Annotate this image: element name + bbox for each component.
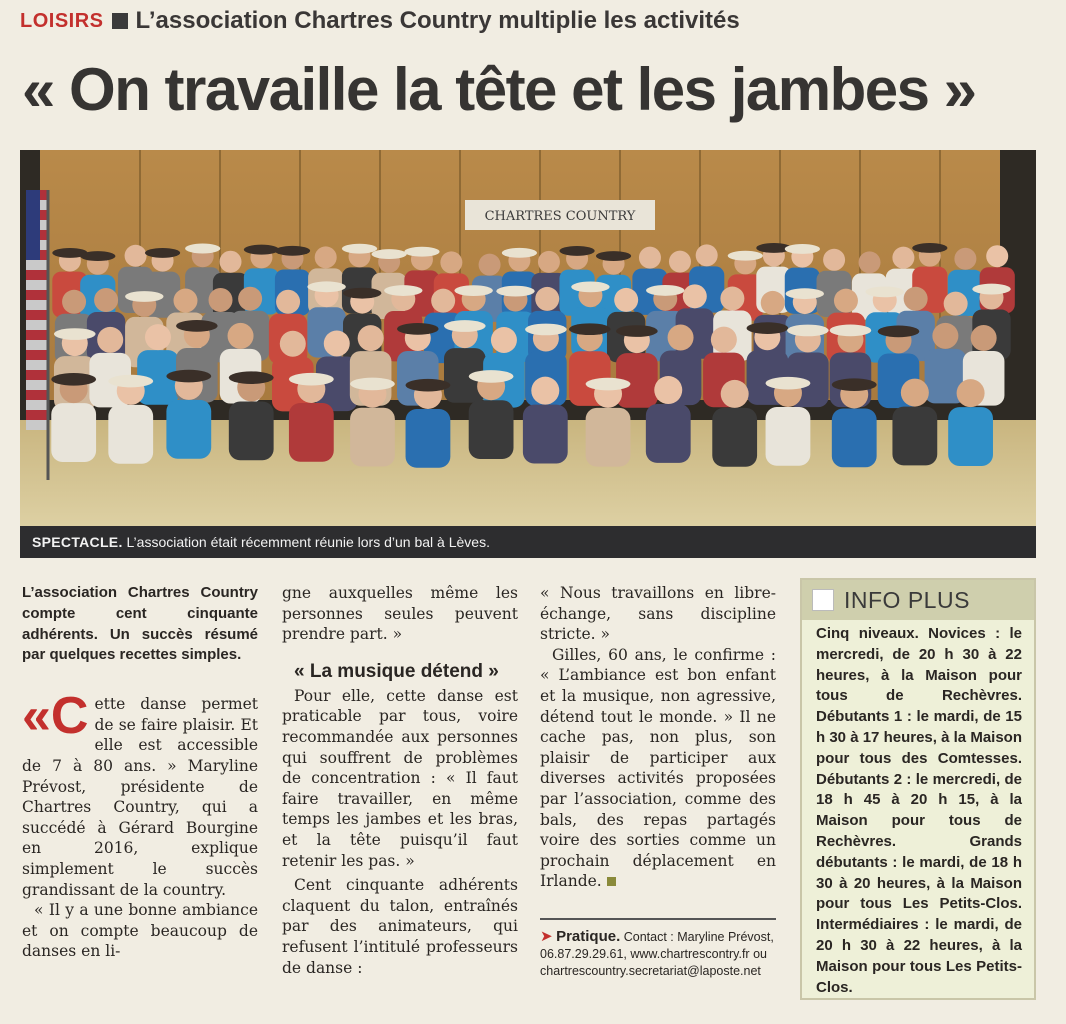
person-head (986, 245, 1008, 267)
column-3 (540, 583, 776, 892)
person-body (406, 409, 451, 468)
person-head (669, 251, 691, 273)
cowboy-hat (125, 291, 163, 302)
person-head (761, 291, 785, 315)
section-tag: LOISIRS (20, 9, 104, 32)
pratique-label: Pratique. (556, 928, 621, 945)
cowboy-hat (185, 244, 220, 254)
person-head (324, 330, 350, 356)
end-square-icon (607, 877, 616, 886)
article-paragraph-6: « Nous travaillons en libre-échange, sans discipline stricte. » (540, 584, 776, 644)
person-head (834, 289, 858, 313)
person-body (586, 408, 631, 467)
person-head (94, 288, 118, 312)
headline: « On travaille la tête et les jambes » (22, 56, 976, 123)
cowboy-hat (866, 286, 904, 297)
article-paragraph-7 (540, 645, 776, 892)
person-head (228, 323, 254, 349)
person-body (469, 400, 514, 459)
cowboy-hat (166, 370, 211, 383)
cowboy-hat (289, 373, 334, 386)
article-paragraph-3: gne auxquelles même les personnes seules peuvent prendre part. » (282, 584, 518, 644)
photo-caption (20, 526, 1036, 558)
info-plus-title: INFO PLUS (844, 586, 970, 613)
person-head (491, 327, 517, 353)
person-head (892, 247, 914, 269)
intertitle: « La musique détend » (294, 660, 499, 682)
cowboy-hat (571, 281, 609, 292)
person-body (108, 405, 153, 464)
quote-mark: « (22, 687, 51, 746)
kicker (20, 6, 740, 36)
pratique-text: Contact : Maryline Prévost, 06.87.29.29.61, www.chartrescontry.fr ou chartrescountry.secretariat@laposte.net (540, 930, 774, 978)
person-head (944, 292, 968, 316)
person-body (166, 400, 211, 459)
person-body (646, 404, 691, 463)
cowboy-hat (384, 285, 422, 296)
person-head (440, 251, 462, 273)
person-body (832, 408, 877, 467)
cowboy-hat (559, 246, 594, 256)
person-head (696, 244, 718, 266)
person-body (229, 401, 274, 460)
article-paragraph-5: Cent cinquante adhérents claquent du talon, entraînés par des animateurs, qui refusent l’intitulé professeurs de danse : (282, 876, 518, 977)
square-icon (812, 589, 834, 611)
cowboy-hat (586, 378, 631, 391)
person-head (639, 247, 661, 269)
person-head (145, 324, 171, 350)
cowboy-hat (787, 325, 829, 337)
person-body (289, 403, 334, 462)
cowboy-hat (502, 248, 537, 258)
cowboy-hat (404, 247, 439, 257)
person-head (531, 377, 559, 405)
person-head (209, 288, 233, 312)
arrow-right-icon: ➤ (540, 928, 553, 945)
paragraph-text: ette danse permet de se faire plaisir. Et elle est accessible de 7 à 80 ans. » Maryline Prévost, présidente de Chartres Country, qui a succédé à Gérard Bourgine en 2016, explique simplement le succès grandissant de la country. (22, 695, 258, 899)
cowboy-hat (972, 284, 1010, 295)
person-head (901, 379, 929, 407)
person-head (954, 248, 976, 270)
photo-banner-text: CHARTRES COUNTRY (484, 209, 636, 224)
cowboy-hat (350, 378, 395, 391)
person-body (766, 407, 811, 466)
person-head (315, 246, 337, 268)
pratique-box (540, 928, 776, 980)
cowboy-hat (275, 246, 310, 256)
column-2 (282, 583, 518, 978)
paragraph-text: Gilles, 60 ans, le confirme : « L’ambiance est bon enfant et la musique, non agressive, détend tout le monde. » Il ne cache pas, non plus, son plaisir de participer aux diverses activités proposées par l’association, comme des bals, des repas partagés voire des sorties comme un prochain déplacement en Irlande. (540, 645, 776, 891)
cowboy-hat (229, 371, 274, 384)
person-head (276, 290, 300, 314)
person-head (971, 325, 997, 351)
cowboy-hat (54, 328, 96, 340)
cowboy-hat (912, 243, 947, 253)
person-head (479, 254, 501, 276)
person-head (720, 287, 744, 311)
person-head (654, 376, 682, 404)
cowboy-hat (832, 378, 877, 391)
person-head (957, 379, 985, 407)
cowboy-hat (343, 288, 381, 299)
person-head (280, 331, 306, 357)
person-head (721, 380, 749, 408)
person-body (350, 408, 395, 467)
info-plus-box (800, 578, 1036, 1000)
person-head (904, 287, 928, 311)
cowboy-hat (747, 322, 789, 334)
cowboy-hat (525, 324, 567, 336)
cowboy-hat (176, 320, 218, 332)
article-paragraph-4: Pour elle, cette danse est praticable par tous, voire recommandée aux personnes qui souffrent de problèmes de concentration : « Il faut faire travailler, en même temps les jambes et les bras, et la tête puisqu’il faut retenir les pas. » (282, 686, 518, 870)
person-head (220, 251, 242, 273)
person-head (97, 327, 123, 353)
cowboy-hat (406, 379, 451, 392)
person-body (948, 407, 993, 466)
drop-cap (22, 687, 89, 746)
cowboy-hat (596, 251, 631, 261)
cowboy-hat (372, 249, 407, 259)
cowboy-hat (454, 285, 492, 296)
caption-text: L’association était récemment réunie lors d’un bal à Lèves. (126, 534, 490, 550)
person-body (712, 408, 757, 467)
person-head (823, 249, 845, 271)
person-head (668, 325, 694, 351)
cowboy-hat (878, 326, 920, 338)
person-head (932, 323, 958, 349)
cowboy-hat (307, 281, 345, 292)
cowboy-hat (786, 288, 824, 299)
cowboy-hat (766, 377, 811, 390)
cowboy-hat (569, 323, 611, 335)
cowboy-hat (496, 286, 534, 297)
cowboy-hat (80, 251, 115, 261)
cowboy-hat (616, 325, 658, 337)
cowboy-hat (397, 323, 439, 335)
cowboy-hat (342, 244, 377, 254)
person-head (859, 251, 881, 273)
caption-label: SPECTACLE. (32, 534, 123, 550)
info-plus-text: Cinq niveaux. Novices : le mercredi, de 20 h 30 à 22 heures, à la Maison pour tous de Rechèvres. Débutants 1 : le mardi, de 15 h 30 à 17 heures, à la Maison pour tous des Comtesses. Débutants 2 : le mercredi, de 18 h 45 à 20 h 15, à la Maison pour tous de Rechèvres. Grands débutants : le mardi, de 18 h 30 à 20 heures, à la Maison pour tous Les Petits-Clos. Intermédiaires : le mardi, de 20 h 30 à 22 heures, à la Maison pour tous Les Petits-Clos. (816, 625, 1022, 996)
kicker-subtitle: L’association Chartres Country multiplie les activités (135, 7, 740, 34)
group-photo-image (20, 150, 1036, 526)
person-head (125, 245, 147, 267)
group-photo (20, 150, 1036, 526)
person-head (538, 251, 560, 273)
article-paragraph-1 (22, 687, 258, 900)
cowboy-hat (108, 375, 153, 388)
cowboy-hat (51, 373, 96, 386)
person-head (173, 289, 197, 313)
square-bullet-icon (112, 13, 128, 29)
person-body (892, 407, 937, 466)
pratique-rule (540, 918, 776, 920)
cowboy-hat (646, 285, 684, 296)
person-head (711, 327, 737, 353)
cowboy-hat (728, 251, 763, 261)
person-head (535, 287, 559, 311)
person-head (238, 287, 262, 311)
cowboy-hat (145, 248, 180, 258)
cowboy-hat (244, 245, 279, 255)
drop-cap-letter: C (50, 687, 89, 746)
person-head (358, 325, 384, 351)
person-head (683, 284, 707, 308)
person-head (62, 290, 86, 314)
person-head (431, 289, 455, 313)
cowboy-hat (785, 244, 820, 254)
article-lead: L’association Chartres Country compte cent cinquante adhérents. Un succès résumé par quelques recettes simples. (22, 584, 258, 664)
column-1 (22, 583, 258, 962)
person-head (614, 288, 638, 312)
cowboy-hat (444, 320, 486, 332)
cowboy-hat (830, 325, 872, 337)
person-body (523, 405, 568, 464)
person-body (51, 403, 96, 462)
info-plus-header (802, 580, 1034, 620)
cowboy-hat (469, 370, 514, 383)
article-paragraph-2: « Il y a une bonne ambiance et on compte beaucoup de danses en li- (22, 901, 258, 961)
